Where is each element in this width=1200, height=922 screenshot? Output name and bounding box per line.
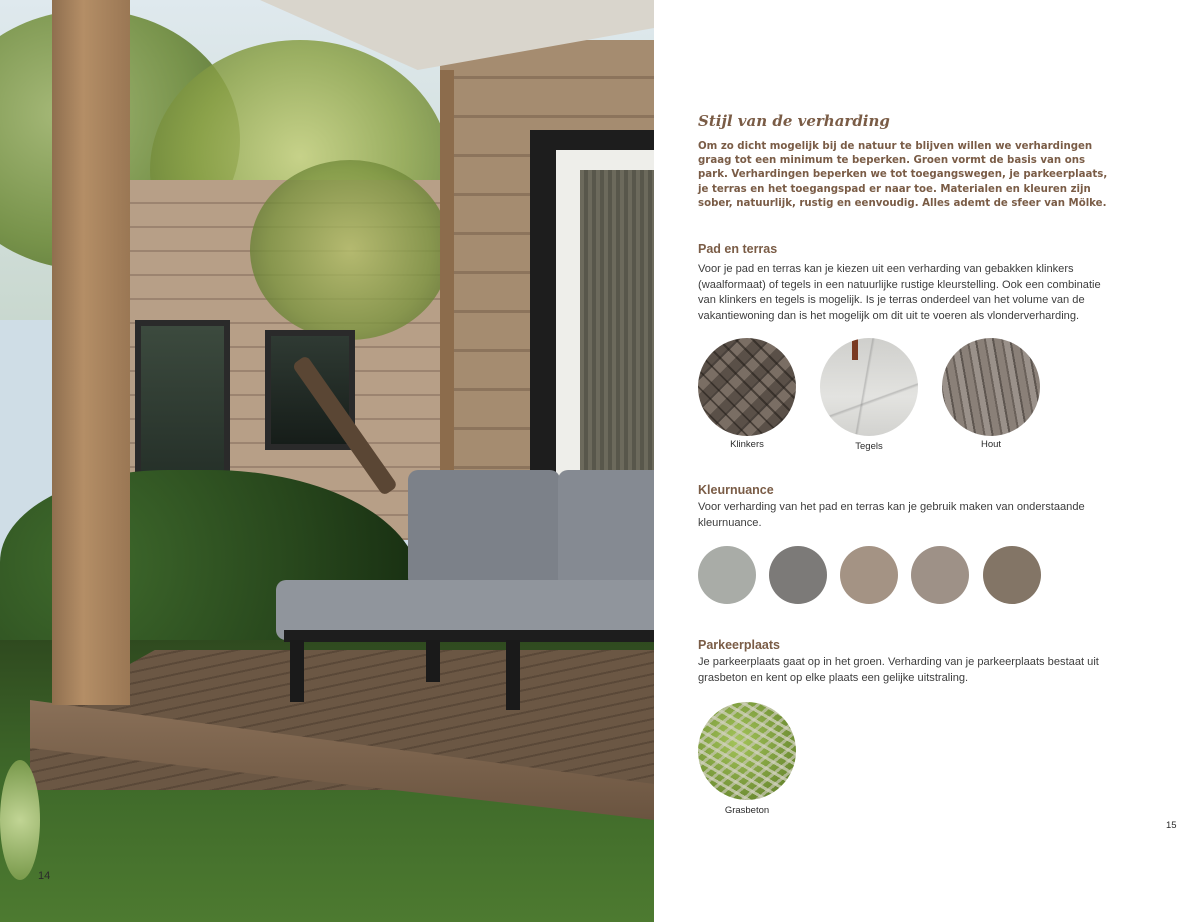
grasbeton-sample-image xyxy=(698,702,796,800)
hout-sample-image xyxy=(942,338,1040,436)
material-label: Tegels xyxy=(855,441,883,452)
sofa-leg xyxy=(426,640,440,682)
material-label: Klinkers xyxy=(730,439,764,450)
section-body: Voor verharding van het pad en terras kan je gebruik maken van onderstaande kleurnuance. xyxy=(698,501,1085,529)
foreground-leaf xyxy=(0,760,40,880)
sofa-frame xyxy=(284,630,654,642)
section-heading: Kleurnuance xyxy=(698,483,774,497)
door-curtain xyxy=(580,170,654,470)
intro-text: Om zo dicht mogelijk bij de natuur te blijven willen we verhardingen graag tot een minimum te beperken. Groen vormt de basis van ons park. Verhardingen beperken we tot toegangswegen, je parkeerplaats, je terras en het toegangspad er naar toe. Materialen en kleuren zijn sober, natuurlijk, rustig en eenvoudig. Alles ademt de sfeer van Mölke. xyxy=(698,141,1108,209)
section-heading: Parkeerplaats xyxy=(698,638,781,652)
section-body: Je parkeerplaats gaat op in het groen. Verharding van je parkeerplaats bestaat uit grasbeton en kent op elke plaats een gelijke uitstraling. xyxy=(698,656,1099,684)
sofa-cushion xyxy=(558,470,654,588)
corner-post xyxy=(440,70,454,490)
intro-block xyxy=(698,112,1118,211)
sofa-cushion xyxy=(408,470,560,588)
section-parkeerplaats xyxy=(698,638,1118,686)
section-body: Voor je pad en terras kan je kiezen uit een verharding van gebakken klinkers (waalformaat) of tegels in een natuurlijke rustige kleurstelling. Ook een combinatie van klinkers en tegels is mogelijk. Is je terras onderdeel van het volume van de vakantiewoning dan is het mogelijk om dit uit te voeren als vlonderverharding. xyxy=(698,263,1101,322)
section-pad-en-terras xyxy=(698,242,1118,324)
wooden-post xyxy=(52,0,130,705)
page-number-right: 15 xyxy=(1166,820,1177,831)
color-swatch xyxy=(840,546,898,604)
section-kleurnuance xyxy=(698,483,1118,531)
material-label: Grasbeton xyxy=(724,805,770,816)
klinkers-sample-image xyxy=(698,338,796,436)
color-swatch xyxy=(698,546,756,604)
tegels-sample-image xyxy=(820,338,918,436)
color-swatch xyxy=(769,546,827,604)
tree-foliage xyxy=(250,160,450,340)
section-heading: Pad en terras xyxy=(698,242,778,256)
pole xyxy=(852,338,858,360)
page-title: Stijl van de verharding xyxy=(698,112,890,130)
sofa-leg xyxy=(290,640,304,702)
page-number-left: 14 xyxy=(38,870,51,882)
sofa-leg xyxy=(506,640,520,710)
material-label: Hout xyxy=(980,439,1002,450)
color-swatch xyxy=(983,546,1041,604)
color-swatch xyxy=(911,546,969,604)
